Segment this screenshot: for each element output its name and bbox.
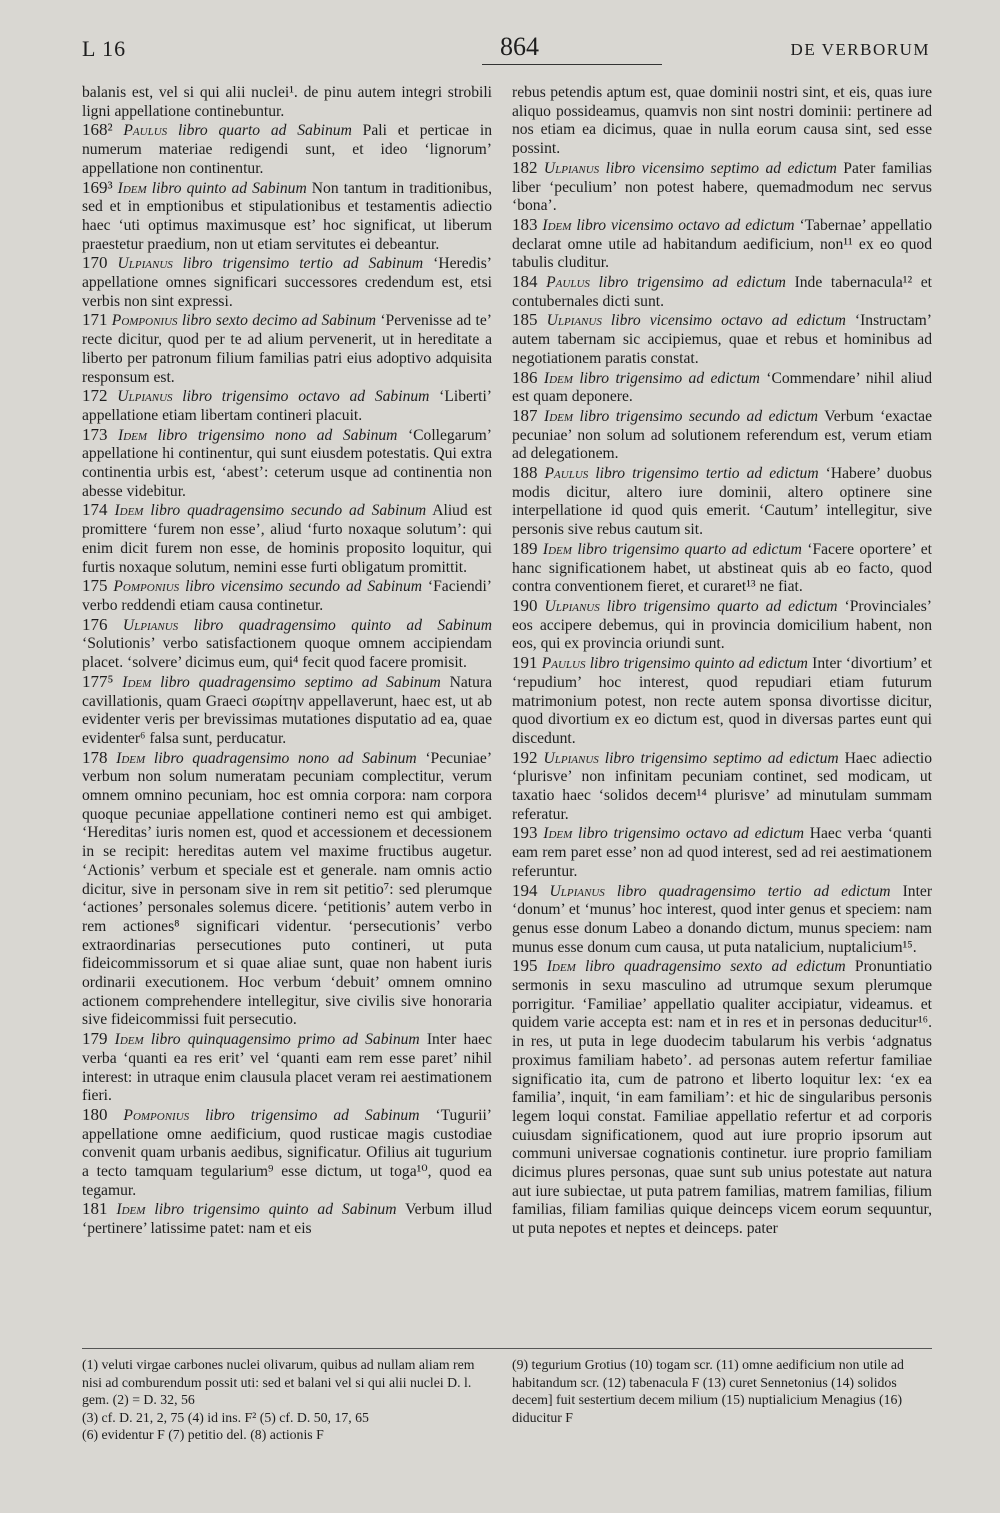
fragment-text: Aliud est promittere ‘furem non esse’, aliud ‘furto noxaque solutum’: qui enim dicit furem non esse, de hominis proposito loquitur, qui furtis noxaque solutum, nemini esse furti obligatum promittit. bbox=[82, 502, 493, 576]
fragment-number: 175 bbox=[82, 576, 108, 596]
fragment-number: 186 bbox=[512, 367, 538, 387]
jurist-name: Idem bbox=[117, 179, 147, 197]
jurist-name: Idem bbox=[114, 1031, 144, 1049]
fragment-number: 195 bbox=[512, 956, 538, 976]
fragment-entry bbox=[512, 216, 932, 273]
jurist-name: Idem bbox=[114, 502, 144, 520]
jurist-name: Pomponius bbox=[123, 1106, 190, 1124]
fragment-number: 185 bbox=[512, 310, 538, 330]
source-book: libro trigensimo octavo ad edictum bbox=[578, 825, 804, 843]
fragment-entry bbox=[82, 121, 492, 178]
fragment-number: 171 bbox=[82, 310, 108, 330]
fragment-text: ‘Provinciales’ eos accipere debemus, qui in provincia domicilium habent, non eos, qui ex provincia oriundi sunt. bbox=[512, 597, 932, 653]
fragment-text: ‘Commendare’ nihil aliud est quam deponere. bbox=[512, 369, 933, 406]
jurist-name: Ulpianus bbox=[117, 388, 173, 406]
fragment-text: ‘Instructam’ autem tabernam sic accipiemus, quae et rebus et hominibus ad negotiationem paratis constat. bbox=[512, 312, 932, 367]
fragment-number: 187 bbox=[512, 405, 538, 425]
header-rule bbox=[482, 64, 662, 65]
fragment-text: Non tantum in traditionibus, sed et in emptionibus et stipulationibus et testamentis adiectio haec ‘uti optimus maximusque est’ hoc significat, ut liberum praestetur praedium, non ut etiam servitutes ei debeantur. bbox=[82, 179, 492, 253]
fragment-entry bbox=[512, 84, 932, 159]
source-book: libro trigensimo quinto ad Sabinum bbox=[154, 1201, 397, 1219]
fragment-text: ‘Pervenisse ad te’ recte dicitur, quod per te ad alium pervenerit, ut in hereditate a liberto per patronum filium familias patri eius adoptivo adquisita responsum est. bbox=[82, 312, 492, 386]
fragment-entry bbox=[512, 464, 932, 540]
fragment-number: 190 bbox=[512, 595, 538, 615]
fragment-entry bbox=[512, 957, 932, 1239]
source-book: libro trigensimo secundo ad edictum bbox=[579, 407, 818, 425]
fragment-number: 169³ bbox=[82, 177, 113, 197]
fragment-number: 192 bbox=[512, 747, 538, 767]
fragment-text: Pater familias liber ‘peculium’ non potest habere, quemadmodum nec servus ‘bona’. bbox=[512, 159, 932, 215]
running-header bbox=[82, 32, 930, 66]
jurist-name: Idem bbox=[542, 540, 572, 558]
fragment-entry bbox=[82, 501, 492, 577]
fragment-entry bbox=[82, 749, 492, 1031]
source-book: libro sexto decimo ad Sabinum bbox=[181, 312, 377, 330]
fragment-text: Verbum ‘exactae pecuniae’ non solum ad solutionem referendum est, verum etiam ad delegationem. bbox=[512, 407, 933, 463]
source-book: libro quinquagensimo primo ad Sabinum bbox=[150, 1031, 420, 1049]
source-book: libro trigensimo septimo ad edictum bbox=[604, 749, 839, 767]
source-book: libro quadragensimo sexto ad edictum bbox=[585, 958, 846, 976]
fragment-entry bbox=[512, 159, 932, 216]
header-section-ref: L 16 bbox=[82, 36, 127, 61]
jurist-name: Paulus bbox=[123, 122, 168, 140]
jurist-name: Idem bbox=[116, 749, 146, 767]
source-book: libro trigensimo tertio ad edictum bbox=[595, 465, 819, 483]
fragment-number: 184 bbox=[512, 272, 538, 292]
source-book: libro trigensimo ad Sabinum bbox=[205, 1106, 420, 1124]
jurist-name: Ulpianus bbox=[543, 749, 599, 767]
fragment-text: Inter haec verba ‘quanti ea res erit’ vel ‘quanti eam rem esse paret’ nihil interest: in utraque enim clausula placet veram rei aestimationem fieri. bbox=[82, 1031, 493, 1105]
source-book: libro quadragensimo nono ad Sabinum bbox=[153, 749, 417, 767]
source-book: libro trigensimo tertio ad Sabinum bbox=[182, 255, 424, 273]
source-book: libro vicensimo septimo ad edictum bbox=[605, 159, 837, 177]
footnotes-left bbox=[82, 1356, 492, 1444]
jurist-name: Idem bbox=[543, 825, 573, 843]
fragment-entry bbox=[512, 824, 932, 881]
fragment-text: ‘Faciendi’ verbo reddendi etiam causa continetur. bbox=[82, 578, 493, 614]
jurist-name: Idem bbox=[122, 673, 152, 691]
fragment-number: 181 bbox=[82, 1199, 108, 1219]
jurist-name: Ulpianus bbox=[117, 255, 173, 273]
jurist-name: Ulpianus bbox=[122, 616, 179, 634]
fragment-text: ‘Facere oportere’ et hanc significationem habet, ut abstineat quis ab eo facto, quod contra conventionem fieret, et curaret¹³ ne fiat. bbox=[512, 540, 932, 596]
fragment-text: ‘Tugurii’ appellatione omne aedificium, quod rusticae magis custodiae convenit quam urbanis aedibus, significatur. Ofilius ait tugurium a tecto tamquam tegularium⁹ esse dictum, ut toga¹⁰, quod ea tegamur. bbox=[82, 1106, 493, 1199]
fragment-entry bbox=[82, 311, 492, 387]
source-book: libro quarto ad Sabinum bbox=[177, 122, 352, 140]
fragment-entry bbox=[512, 311, 932, 368]
fragment-entry bbox=[82, 616, 492, 673]
source-book: libro quadragensimo tertio ad edictum bbox=[616, 882, 891, 900]
fragment-entry bbox=[82, 577, 492, 615]
fragment-number: 176 bbox=[82, 614, 108, 634]
fragment-entry bbox=[82, 179, 492, 255]
header-title: DE VERBORUM bbox=[790, 40, 930, 59]
fragment-entry bbox=[512, 654, 932, 749]
footnote-rule bbox=[82, 1348, 932, 1349]
source-book: libro vicensimo octavo ad edictum bbox=[576, 216, 795, 234]
fragment-text: Inter ‘donum’ et ‘munus’ hoc interest, quod inter genus et speciem: nam genus esse donum Labeo a donando dictum, munus speciem: nam munus esse donum cum causa, ut puta natalicium, nuptalicium¹⁵. bbox=[512, 882, 933, 956]
fragment-number: 177⁵ bbox=[82, 671, 114, 691]
fragment-number: 189 bbox=[512, 538, 538, 558]
jurist-name: Pomponius bbox=[113, 578, 180, 596]
jurist-name: Ulpianus bbox=[546, 312, 602, 330]
fragment-entry bbox=[82, 426, 492, 502]
fragment-text: Haec verba ‘quanti eam rem paret esse’ non ad quod interest, sed ad rei aestimationem referuntur. bbox=[512, 825, 933, 880]
source-book: libro trigensimo quinto ad edictum bbox=[589, 655, 808, 673]
source-book: libro trigensimo quarto ad edictum bbox=[606, 597, 838, 615]
jurist-name: Idem bbox=[544, 407, 574, 425]
fragment-entry bbox=[512, 540, 932, 597]
fragment-number: 188 bbox=[512, 463, 538, 483]
fragment-text: Inter ‘divortium’ et ‘repudium’ hoc interest, quod repudiari etiam futurum matrimonium potest, non recte autem sponsa divortisse dicitur, quod divortium ex eo dictum est, quod in diversas partes eunt qui discedunt. bbox=[512, 655, 932, 747]
fragment-text: Inde tabernacula¹² et contubernales dicti sunt. bbox=[512, 274, 933, 310]
fragment-entry bbox=[512, 407, 932, 464]
page-number: 864 bbox=[500, 32, 539, 61]
fragment-entry bbox=[82, 1106, 492, 1201]
footnote-line: (9) tegurium Grotius (10) togam scr. (11) omne aedificium non utile ad habitandum scr. (12) tabenacula F (13) curet Sennetonius (14) solidos decem] fuit sestertium decem milium (15) nuptialicium Menagius (16) diducitur F bbox=[512, 1357, 904, 1425]
fragment-text: ‘Solutionis’ verbo satisfactionem quoque omnem accipiendam placet. ‘solvere’ dicimus eum, qui⁴ fecit quod facere promisit. bbox=[82, 635, 492, 672]
source-book: libro quinto ad Sabinum bbox=[151, 179, 307, 197]
jurist-name: Ulpianus bbox=[544, 597, 600, 615]
fragment-entry bbox=[512, 273, 932, 311]
fragment-number: 194 bbox=[512, 880, 538, 900]
fragment-entry bbox=[82, 1200, 492, 1238]
fragment-text: ‘Collegarum’ appellatione hi continentur, qui sunt eiusdem potestatis. Qui extra continentia urbis est, ‘abest’: ceterum usque ad continentia non abesse videbitur. bbox=[82, 426, 492, 500]
fragment-text: ‘Heredis’ appellatione omnes significari successores credendum est, etsi verbis non sint expressi. bbox=[82, 255, 493, 310]
fragment-entry bbox=[512, 369, 932, 407]
fragment-number: 172 bbox=[82, 386, 108, 406]
source-book: libro quadragensimo septimo ad Sabinum bbox=[160, 673, 441, 691]
jurist-name: Pomponius bbox=[111, 312, 178, 330]
footnote-line: (6) evidentur F (7) petitio del. (8) actionis F bbox=[82, 1427, 324, 1442]
source-book: libro quadragensimo quinto ad Sabinum bbox=[193, 616, 492, 634]
fragment-number: 174 bbox=[82, 500, 108, 520]
source-book: libro trigensimo nono ad Sabinum bbox=[157, 426, 398, 444]
fragment-text: rebus petendis aptum est, quae dominii nostri sint, et eis, quas iure aliquo possideamus, quamvis non sint nostri dominii: pertinere ad nos etiam ea dicimus, quae in nulla eorum causa sint, sed esse possint. bbox=[512, 84, 932, 158]
fragment-entry bbox=[512, 597, 932, 654]
fragment-number: 191 bbox=[512, 653, 538, 673]
jurist-name: Ulpianus bbox=[543, 159, 600, 177]
jurist-name: Idem bbox=[546, 958, 576, 976]
source-book: libro vicensimo octavo ad edictum bbox=[610, 312, 846, 330]
fragment-number: 173 bbox=[82, 424, 108, 444]
fragment-text: Natura cavillationis, quam Graeci σωρίτην appellaverunt, haec est, ut ab evidenter veris per brevissimas mutationes disputatio ad ea, quae evidenter⁶ falsa sunt, perducatur. bbox=[82, 673, 493, 747]
jurist-name: Paulus bbox=[546, 274, 590, 292]
source-book: libro trigensimo quarto ad edictum bbox=[577, 540, 802, 558]
fragment-entry bbox=[82, 1030, 492, 1106]
fragment-text: Haec adiectio ‘plurisve’ non infinitam pecuniam continet, sed modicam, ut taxatio haec ‘solidos decem¹⁴ plurisve’ ad minutulam summam referatur. bbox=[512, 749, 933, 823]
footnote-line: (3) cf. D. 21, 2, 75 (4) id ins. F² (5) cf. D. 50, 17, 65 bbox=[82, 1409, 369, 1425]
fragment-text: ‘Pecuniae’ verbum non solum numeratam pecuniam complectitur, verum omnem omnino pecuniam, hoc est omnia corpora: nam corpora quoque pecuniae appellatione contineri nemo est qui ambiget. ‘Hereditas’ iuris nomen est, quod et accessionem et decessionem in se recipit: hereditas autem vel maxime fructibus augetur. ‘Actionis’ verbum et speciale est et generale. nam omnis actio dicitur, sive in personam sive in rem sit petitio⁷: sed plerumque ‘actiones’ personales solemus dicere. ‘petitionis’ autem verbo in rem actiones⁸ significari videntur. ‘persecutionis’ verbo extraordinarias persecutiones puto contineri, ut puta fideicommissorum et si quae aliae sunt, quae non habent iuris ordinarii executionem. Hoc verbum ‘debuit’ omnem omnino actionem comprehendere intellegitur, sive civilis sive honoraria sive fideicommissi fuit persecutio. bbox=[82, 749, 493, 1029]
jurist-name: Idem bbox=[116, 1201, 146, 1219]
jurist-name: Idem bbox=[542, 216, 572, 234]
footnote-line: (1) veluti virgae carbones nuclei olivarum, quibus ad nullam aliam rem nisi ad comburendum possit uti: sed et balani vel si qui alii nuclei D. l. gem. (2) = D. 32, 56 bbox=[82, 1357, 475, 1407]
fragment-entry bbox=[512, 882, 932, 958]
jurist-name: Idem bbox=[118, 426, 148, 444]
jurist-name: Idem bbox=[543, 369, 573, 387]
fragment-number: 170 bbox=[82, 253, 108, 273]
fragment-entry bbox=[512, 749, 932, 825]
fragment-number: 182 bbox=[512, 157, 538, 177]
fragment-number: 180 bbox=[82, 1104, 108, 1124]
fragment-text: ‘Liberti’ appellatione etiam libertam contineri placuit. bbox=[82, 388, 492, 424]
left-column bbox=[82, 84, 492, 1239]
fragment-number: 168² bbox=[82, 120, 113, 140]
source-book: libro vicensimo secundo ad Sabinum bbox=[185, 578, 423, 596]
source-book: libro trigensimo octavo ad Sabinum bbox=[182, 388, 430, 406]
right-column bbox=[512, 84, 932, 1239]
fragment-entry bbox=[82, 254, 492, 311]
fragment-entry bbox=[82, 387, 492, 425]
fragment-text: balanis est, vel si qui alii nuclei¹. de pinu autem integri strobili ligni appellatione continebuntur. bbox=[82, 84, 492, 120]
source-book: libro trigensimo ad edictum bbox=[579, 369, 760, 387]
fragment-entry bbox=[82, 673, 492, 749]
footnotes-right bbox=[512, 1356, 932, 1426]
fragment-text: ‘Tabernae’ appellatio declarat omne utile ad habitandum aedificium, non¹¹ ex eo quod tabulis cluditur. bbox=[512, 216, 932, 272]
source-book: libro trigensimo ad edictum bbox=[598, 274, 786, 292]
fragment-number: 178 bbox=[82, 747, 108, 767]
fragment-text: ‘Habere’ duobus modis dicitur, altero iure dominii, altero optinere sine interpellatione id quod quis emerit. ‘Cautum’ intellegitur, sive personis sive rebus cautum sit. bbox=[512, 465, 932, 539]
fragment-number: 183 bbox=[512, 214, 538, 234]
fragment-entry bbox=[82, 84, 492, 121]
jurist-name: Ulpianus bbox=[549, 882, 605, 900]
source-book: libro quadragensimo secundo ad Sabinum bbox=[150, 502, 427, 520]
fragment-text: Pali et perticae in numerum materiae redigendi sunt, et ideo ‘lignorum’ appellatione non continentur. bbox=[82, 122, 492, 177]
jurist-name: Paulus bbox=[544, 465, 589, 483]
fragment-number: 193 bbox=[512, 823, 538, 843]
fragment-text: Pronuntiatio sermonis in sexu masculino ad utrumque sexum plerumque porrigitur. ‘Familiae’ appellatio qualiter accipiatur, videamus. et quidem varie accepta est: nam et in res et in personas deducitur¹⁶. in res, ut puta in lege duodecim tabularum his verbis ‘adgnatus proximus familiam habeto’. ad personas autem refertur familiae significatio ita, cum de patrono et liberto loquitur lex: ‘ex ea familia’, inquit, ‘in eam familiam’: et hic de singularibus personis legem loqui constat. Familiae appellatio refertur et ad corporis cuiusdam significationem, quod aut iure proprio ipsorum aut communi universae cognationis continetur. iure proprio familiam dicimus plures personas, quae sunt sub unius potestate aut natura aut iure subiectae, ut puta patrem familias, matrem familias, filium familias, filiam familias quique deinceps vicem eorum sequuntur, ut puta nepotes et neptes et deinceps. pater bbox=[512, 958, 933, 1238]
fragment-number: 179 bbox=[82, 1029, 108, 1049]
jurist-name: Paulus bbox=[541, 655, 586, 673]
fragment-text: Verbum illud ‘pertinere’ latissime patet: nam et eis bbox=[82, 1201, 493, 1238]
